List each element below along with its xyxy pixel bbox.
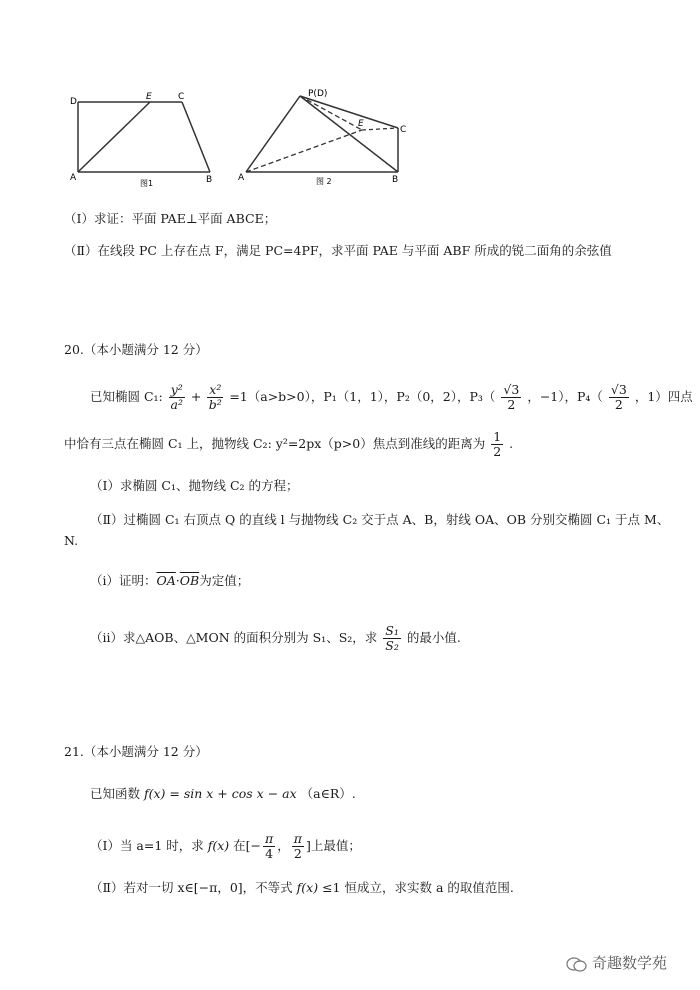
q20-part2-line2: N. (64, 533, 79, 548)
frac-den-2-c: 2 (493, 444, 502, 459)
q21-header: 21.（本小题满分 12 分） (64, 744, 208, 759)
q20-statement-line2 (64, 430, 513, 459)
q20-header: 20.（本小题满分 12 分） (64, 342, 208, 357)
q21-p1-f: f(x) (207, 838, 230, 853)
frac-den-s2: S₂ (385, 638, 399, 653)
q20-ii-b: 的最小值. (406, 630, 461, 645)
q20-part2-line1: （Ⅱ）过椭圆 C₁ 右顶点 Q 的直线 l 与抛物线 C₂ 交于点 A、B，射线 OA、OB 分别交椭圆 C₁ 于点 M、 (90, 512, 670, 527)
fig1-label-A: A (70, 173, 77, 183)
q20-stmt2-a: 中恰有三点在椭圆 C₁ 上，抛物线 C₂: y²=2px（p>0）焦点到准线的距离为 (64, 436, 486, 451)
fig2-label-E: E (358, 119, 364, 129)
function-definition: f(x) = sin x + cos x − ax (144, 786, 297, 801)
fig2-edge-AP (246, 96, 300, 172)
fig2-label-C: C (400, 125, 407, 135)
vector-OA: $\overline{OA}$ (156, 573, 176, 588)
fig1-edge-AE (78, 102, 150, 172)
q21-p1-a: （Ⅰ）当 a=1 时，求 (90, 838, 204, 853)
fig2-edge-AE-dashed (246, 130, 362, 172)
frac-den-a2: a² (170, 397, 184, 412)
fig2-label-B: B (392, 175, 399, 185)
plus-sign: + (190, 389, 202, 404)
q20-sub-ii (90, 624, 461, 653)
p4-x-fraction (609, 383, 629, 412)
q20-stmt-d: ，1）四点 (634, 389, 693, 404)
fig1-label-E: E (146, 92, 152, 102)
q21-part2 (90, 880, 514, 896)
q20-ii-a: （ii）求△AOB、△MON 的面积分别为 S₁、S₂，求 (90, 630, 378, 645)
frac-den-2-d: 2 (293, 846, 302, 861)
q20-sub-i (90, 573, 249, 589)
q20-statement-line1 (90, 383, 693, 412)
q21-p1-b: 在[− (233, 838, 262, 853)
pi-over-2 (292, 832, 304, 861)
fig2-edge-PB (300, 96, 398, 172)
q20-part1: （Ⅰ）求椭圆 C₁、抛物线 C₂ 的方程； (90, 478, 299, 493)
figure-2 (236, 84, 416, 190)
q21-part1 (90, 832, 361, 861)
watermark-text: 奇趣数学苑 (592, 954, 668, 972)
pi-over-4 (263, 832, 275, 861)
s1-over-s2 (383, 624, 401, 653)
fig2-label-A: A (238, 173, 245, 183)
fig1-label-B: B (206, 175, 213, 185)
q21-p1-d: ]上最值； (305, 838, 361, 853)
frac-num-sqrt3-b: √3 (610, 382, 627, 397)
figure-1 (62, 90, 222, 190)
fig2-label-PD: P(D) (308, 89, 328, 99)
q21-p1-c: ， (277, 838, 290, 853)
fig2-caption: 图 2 (316, 177, 332, 186)
fig1-caption: 图1 (140, 179, 154, 188)
wechat-logo-icon (566, 956, 588, 972)
q21-stmt-a: 已知函数 (90, 786, 141, 801)
frac-den-2-b: 2 (614, 397, 623, 412)
q19-part2: （Ⅱ）在线段 PC 上存在点 F，满足 PC=4PF，求平面 PAE 与平面 ABF 所成的锐二面角的余弦值 (64, 243, 612, 258)
q20-stmt-a: 已知椭圆 C₁: (90, 389, 163, 404)
fig2-edge-EC-dashed (362, 128, 398, 130)
frac-num-pi: π (265, 831, 274, 846)
q20-i-a: （i）证明： (90, 573, 157, 588)
frac-den-4: 4 (265, 846, 274, 861)
q19-part1: （Ⅰ）求证：平面 PAE⊥平面 ABCE； (64, 211, 277, 226)
dot-operator: · (175, 573, 180, 588)
q20-stmt-b: =1（a>b>0），P₁（1，1），P₂（0，2），P₃（ (229, 389, 496, 404)
q21-stmt-b: （a∈R）. (300, 786, 356, 801)
frac-den-2: 2 (507, 397, 516, 412)
ellipse-x-term (207, 383, 223, 412)
q21-statement (90, 786, 356, 802)
frac-num-sqrt3: √3 (503, 382, 520, 397)
ellipse-y-term (169, 383, 185, 412)
fig1-label-D: D (70, 97, 77, 107)
q20-stmt-c: ，−1），P₄（ (527, 389, 603, 404)
fig1-edge-CB (182, 102, 210, 172)
frac-num-x2: x² (209, 382, 222, 397)
frac-num-s1: S₁ (385, 623, 399, 638)
vector-OB: $\overline{OB}$ (179, 573, 200, 588)
p3-x-fraction (501, 383, 521, 412)
q20-stmt2-b: . (509, 436, 514, 451)
frac-num-pi-b: π (293, 831, 302, 846)
frac-den-b2: b² (208, 397, 222, 412)
q21-p2-f: f(x) (296, 880, 319, 895)
q20-i-b: 为定值； (199, 573, 250, 588)
q21-p2-b: ≤1 恒成立，求实数 a 的取值范围. (322, 880, 514, 895)
frac-num-y2: y² (170, 382, 183, 397)
fig1-label-C: C (178, 92, 185, 102)
watermark (566, 952, 667, 973)
frac-num-1: 1 (493, 429, 502, 444)
half-fraction (491, 430, 503, 459)
q21-p2-a: （Ⅱ）若对一切 x∈[−π，0]，不等式 (90, 880, 293, 895)
